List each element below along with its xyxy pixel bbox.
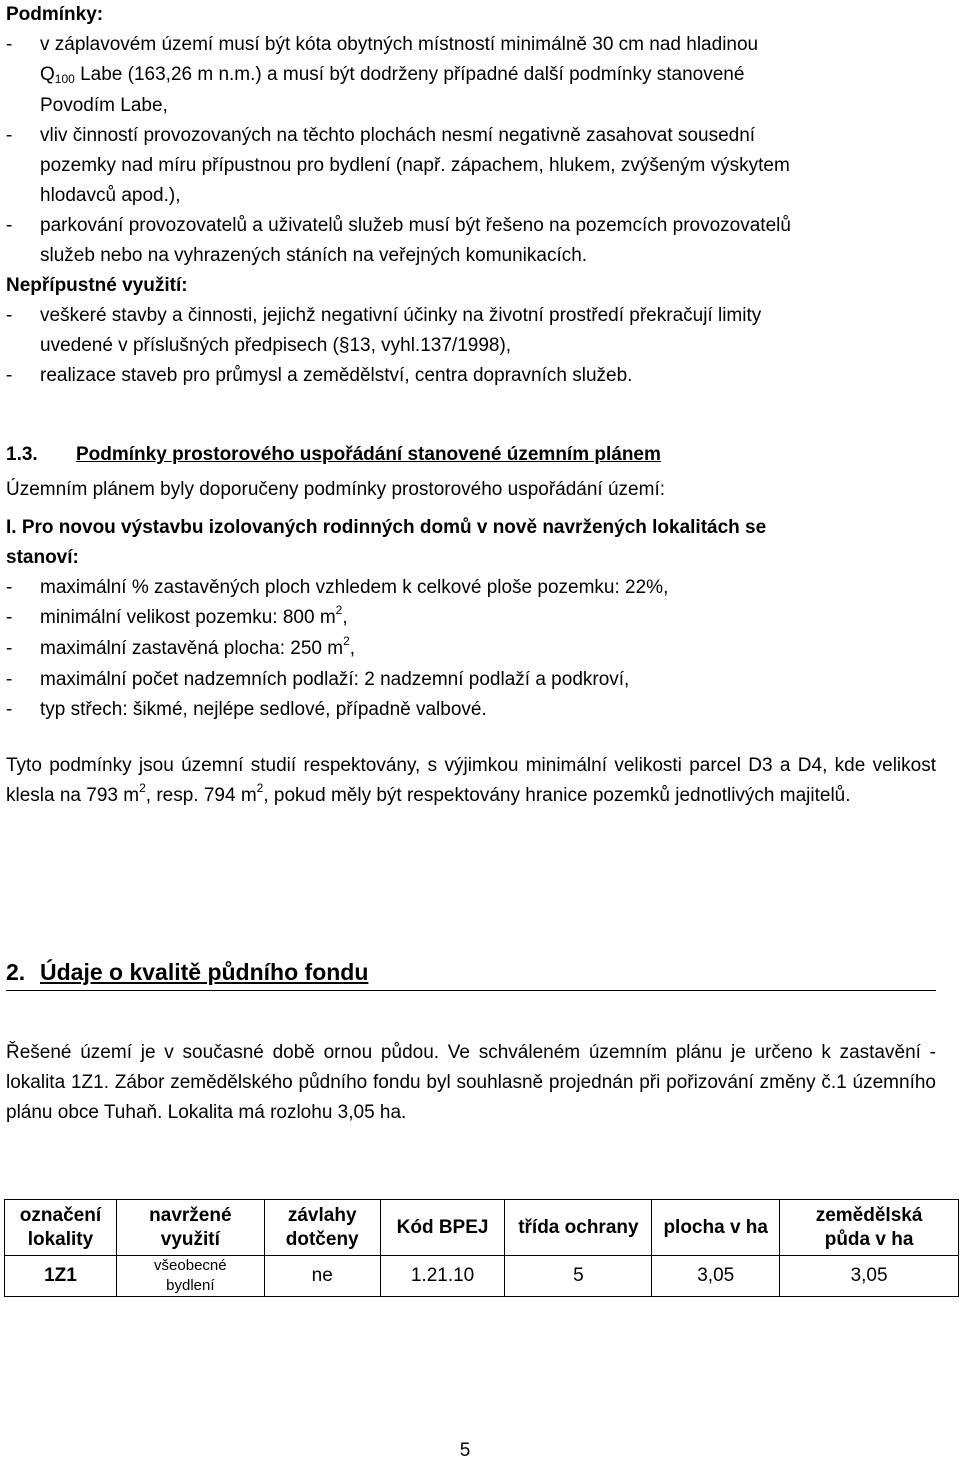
header-use <box>116 1200 264 1256</box>
bullet-dash: - <box>6 215 13 236</box>
bullet-dash: - <box>6 34 13 55</box>
bullet-dash: - <box>6 669 13 690</box>
rule-item-2-tail: , <box>342 607 348 628</box>
section-1-3-intro: Územním plánem byly doporučeny podmínky prostorového uspořádání území: <box>6 479 666 500</box>
bullet-dash: - <box>6 699 13 720</box>
section-1-3 <box>6 440 936 812</box>
rule-item-1 <box>6 573 936 603</box>
cell-drainage: ne <box>264 1256 380 1297</box>
conditions-item-1-line-2-rest: Labe (163,26 m n.m.) a musí být dodrženy případné další podmínky stanovené <box>74 64 745 85</box>
prohibited-heading: Nepřípustné využití: <box>6 275 188 296</box>
rule-item-3-text <box>40 634 936 665</box>
conditions-item-1-line-1: v záplavovém území musí být kóta obytných místností minimálně 30 cm nad hladinou <box>40 34 759 55</box>
cell-use <box>116 1256 264 1297</box>
superscript: 2 <box>335 603 343 617</box>
cell-text: bydlení <box>166 1277 215 1294</box>
bullet-dash: - <box>6 577 13 598</box>
section-2 <box>6 956 936 1128</box>
section-number: 2. <box>6 959 26 985</box>
flow-subscript: 100 <box>54 72 75 86</box>
section-2-paragraph: Řešené území je v současné době ornou půdou. Ve schváleném územním plánu je určeno k zastavění - lokalita 1Z1. Zábor zemědělského půdního fondu byl souhlasně projednán při pořizování změny č.1 územního plánu obce Tuhaň. Lokalita má rozlohu 3,05 ha. <box>6 1042 936 1123</box>
conditions-item-2-line-2: pozemky nad míru přípustnou pro bydlení (např. zápachem, hlukem, zvýšeným výskytem <box>40 155 790 176</box>
bullet-dash: - <box>6 607 13 628</box>
section-title: Údaje o kvalitě půdního fondu <box>40 959 369 985</box>
bullet-dash: - <box>6 365 13 386</box>
header-bpej: Kód BPEJ <box>380 1200 505 1256</box>
rule-item-2-text <box>40 603 936 634</box>
prohibited-item-1 <box>6 301 936 361</box>
prohibited-item-1-line-1: veškeré stavby a činnosti, jejichž negativní účinky na životní prostředí překračují limity <box>40 305 762 326</box>
rule-item-3-main: maximální zastavěná plocha: 250 m <box>40 638 344 659</box>
header-text: dotčeny <box>285 1228 359 1250</box>
cell-text: všeobecné <box>154 1257 227 1274</box>
flow-symbol: Q <box>40 64 55 85</box>
rule-item-1-text: maximální % zastavěných ploch vzhledem k celkové ploše pozemku: 22%, <box>40 577 669 598</box>
rule-item-5-text: typ střech: šikmé, nejlépe sedlové, případně valbové. <box>40 699 487 720</box>
conditions-item-2-line-1: vliv činností provozovaných na těchto plochách nesmí negativně zasahovat sousední <box>40 125 756 146</box>
bullet-dash: - <box>6 638 13 659</box>
rule-item-5 <box>6 695 936 725</box>
rule-item-4 <box>6 665 936 695</box>
cell-protection-class: 5 <box>505 1256 652 1297</box>
conditions-item-2-line-3: hlodavců apod.), <box>40 185 181 206</box>
note-part-2: , resp. 794 m <box>145 785 257 806</box>
header-text: lokality <box>27 1228 94 1250</box>
cell-locality: 1Z1 <box>5 1256 117 1297</box>
table-row <box>5 1256 959 1297</box>
header-drainage <box>264 1200 380 1256</box>
header-text: využití <box>160 1228 220 1250</box>
superscript: 2 <box>256 781 264 795</box>
prohibited-item-2-text: realizace staveb pro průmysl a zemědělství, centra dopravních služeb. <box>40 365 633 386</box>
header-agricultural-land <box>780 1200 959 1256</box>
rule-item-3-tail: , <box>349 638 356 659</box>
conditions-item-3 <box>6 211 936 271</box>
rule-item-2 <box>6 603 936 634</box>
section-1-3-note <box>6 751 936 812</box>
header-area: plocha v ha <box>652 1200 780 1256</box>
subheading-line-1: I. Pro novou výstavbu izolovaných rodinných domů v nově navržených lokalitách se <box>6 517 767 538</box>
header-locality <box>5 1200 117 1256</box>
superscript: 2 <box>343 634 350 648</box>
prohibited-item-2 <box>6 361 936 391</box>
section-number: 1.3. <box>6 444 38 465</box>
note-part-1: Tyto podmínky jsou územní studií respektovány, s výjimkou minimální velikosti parcel D3 a D4, kde velikost klesla na 793 m <box>6 755 936 806</box>
land-fund-table <box>4 1199 959 1297</box>
bullet-dash: - <box>6 305 13 326</box>
section-title: Podmínky prostorového uspořádání stanovené územním plánem <box>76 444 661 465</box>
rule-item-2-main: minimální velikost pozemku: 800 m <box>40 607 336 628</box>
subheading-line-2: stanoví: <box>6 547 79 568</box>
prohibited-item-1-line-2: uvedené v příslušných předpisech (§13, vyhl.137/1998), <box>40 335 512 356</box>
cell-bpej: 1.21.10 <box>380 1256 505 1297</box>
rule-item-4-text: maximální počet nadzemních podlaží: 2 nadzemní podlaží a podkroví, <box>40 669 630 690</box>
header-protection-class: třída ochrany <box>505 1200 652 1256</box>
header-text: označení <box>19 1204 102 1226</box>
cell-agricultural-land: 3,05 <box>780 1256 959 1297</box>
conditions-heading: Podmínky: <box>6 4 104 25</box>
note-part-3: , pokud měly být respektovány hranice pozemků jednotlivých majitelů. <box>263 785 851 806</box>
header-text: zemědělská <box>815 1204 923 1226</box>
table-header-row <box>5 1200 959 1256</box>
header-text: závlahy <box>287 1204 357 1226</box>
superscript: 2 <box>139 781 146 795</box>
header-text: půda v ha <box>824 1228 914 1250</box>
bullet-dash: - <box>6 125 13 146</box>
conditions-item-3-line-1: parkování provozovatelů a uživatelů služeb musí být řešeno na pozemcích provozovatelů <box>40 215 791 236</box>
section-2-heading <box>6 956 936 991</box>
section-1-3-heading <box>6 440 936 470</box>
conditions-section <box>6 0 936 391</box>
header-text: navržené <box>149 1204 232 1226</box>
conditions-item-1 <box>6 30 936 121</box>
cell-area: 3,05 <box>652 1256 780 1297</box>
page-number: 5 <box>459 1440 471 1461</box>
conditions-item-1-line-2 <box>40 60 936 91</box>
conditions-item-2 <box>6 121 936 211</box>
conditions-item-3-line-2: služeb nebo na vyhrazených stáních na veřejných komunikacích. <box>40 245 588 266</box>
conditions-item-1-line-3: Povodím Labe, <box>40 95 168 116</box>
rule-item-3 <box>6 634 936 665</box>
